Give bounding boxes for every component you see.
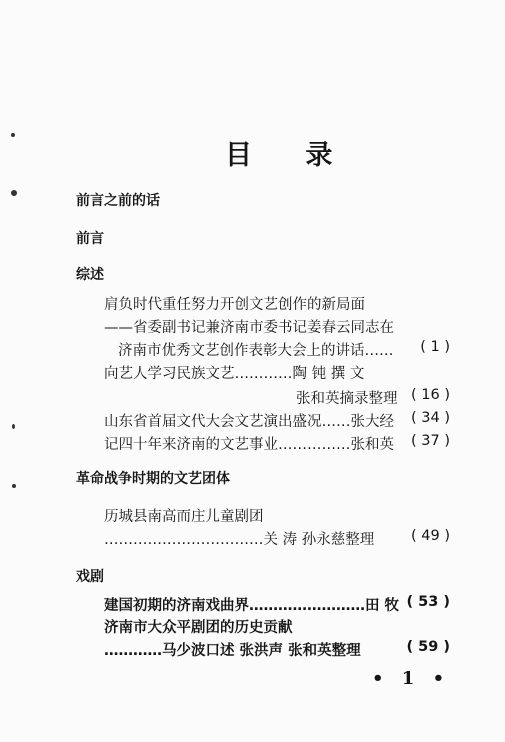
scan-speck (11, 190, 17, 196)
toc-entry-title: 济南市大众平剧团的历史贡献 (104, 620, 293, 636)
scan-speck (11, 133, 15, 137)
toc-entry-title: 历城县南高而庄儿童剧团 (104, 509, 264, 525)
toc-entry-subtitle: 济南市优秀文艺创作表彰大会上的讲话…… (118, 343, 394, 359)
toc-page-number: ( 49 ) (411, 528, 450, 544)
toc-page-number: ( 34 ) (411, 410, 450, 426)
section-heading-overview: 综述 (76, 267, 104, 283)
section-heading-preface-pre: 前言之前的话 (76, 193, 160, 209)
section-heading-troupes: 革命战争时期的文艺团体 (76, 471, 230, 487)
toc-page-number: ( 37 ) (411, 433, 450, 449)
toc-entry-author: …………马少波口述 张洪声 张和英整理 (104, 643, 361, 659)
toc-entry-title: 肩负时代重任努力开创文艺创作的新局面 (104, 297, 365, 313)
scan-speck (12, 424, 15, 429)
toc-entry-title: 建国初期的济南戏曲界……………………田 牧 (104, 598, 400, 614)
toc-entry-author: ……………………………关 涛 孙永慈整理 (104, 532, 375, 548)
toc-entry-subtitle: ——省委副书记兼济南市委书记姜春云同志在 (104, 320, 394, 336)
toc-entry-title: 记四十年来济南的文艺事业……………张和英 (104, 437, 394, 453)
toc-page-number: ( 16 ) (411, 387, 450, 403)
toc-page-number: ( 59 ) (406, 639, 450, 655)
page-title: 目 录 (225, 140, 355, 171)
page-folio: • 1 • (372, 668, 451, 689)
section-heading-drama: 戏剧 (76, 569, 104, 585)
toc-page-number: ( 1 ) (420, 339, 450, 355)
section-heading-preface: 前言 (76, 231, 104, 247)
scan-speck (12, 484, 16, 488)
toc-page-number: ( 53 ) (406, 594, 450, 610)
toc-entry-title: 向艺人学习民族文艺…………陶 钝 撰 文 (104, 366, 365, 382)
toc-entry-author: 张和英摘录整理 (296, 391, 398, 407)
toc-entry-title: 山东省首届文代大会文艺演出盛况……张大经 (104, 414, 394, 430)
